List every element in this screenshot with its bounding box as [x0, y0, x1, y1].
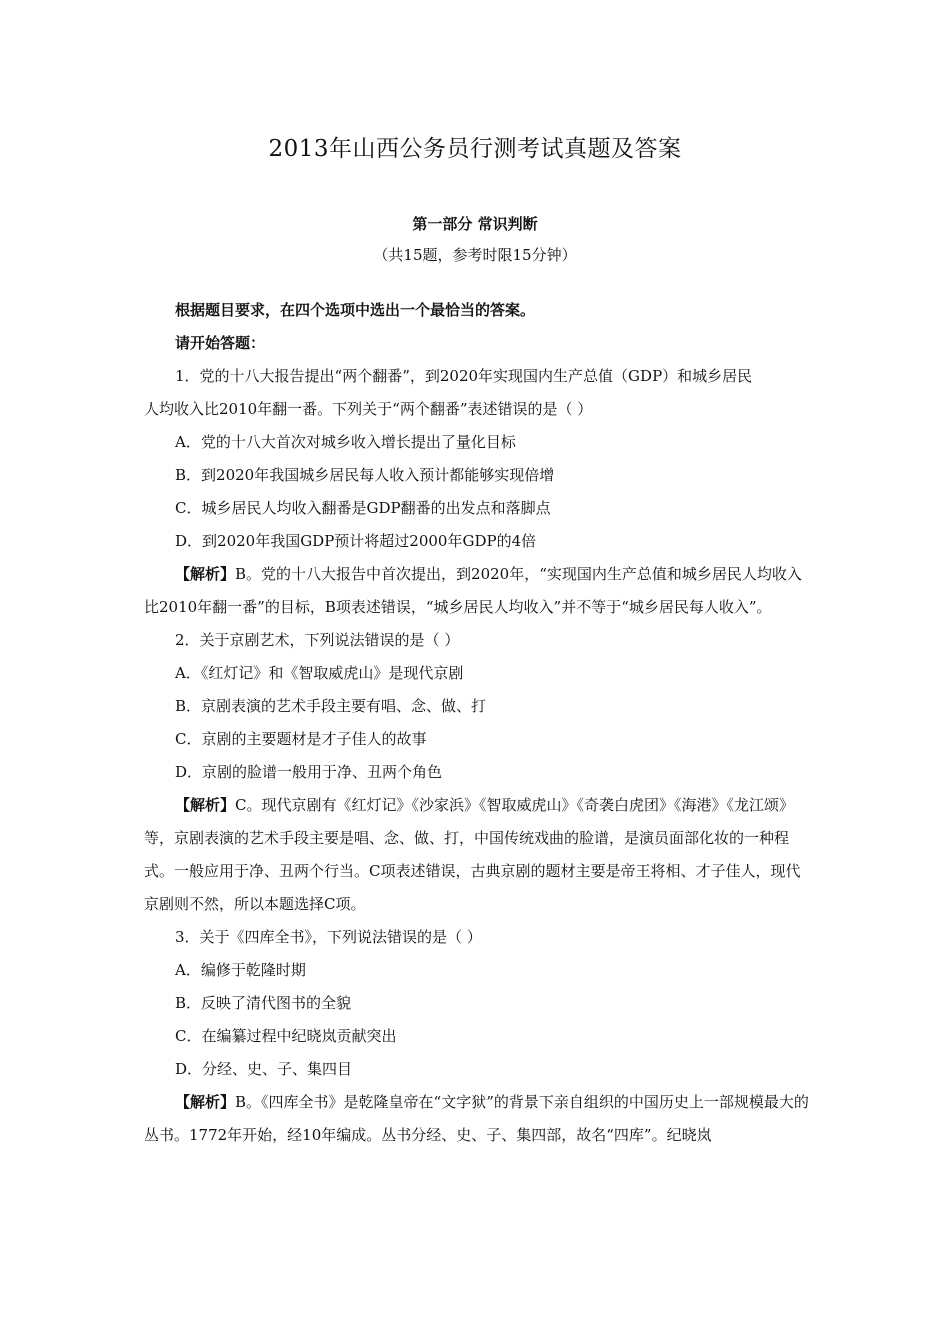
analysis-text: B。《四库全书》是乾隆皇帝在“文字狱”的背景下亲自组织的中国历史上一部规模最大的丛书。1772年开始，经10年编成。丛书分经、史、子、集四部，故名“四库”。纪晓岚 — [144, 1093, 809, 1144]
analysis-text: C。现代京剧有《红灯记》《沙家浜》《智取威虎山》《奇袭白虎团》《海港》《龙江颂》等，京剧表演的艺术手段主要是唱、念、做、打，中国传统戏曲的脸谱，是演员面部化妆的一种程式。一般应用于净、丑两个行当。C项表述错误，古典京剧的题材主要是帝王将相、才子佳人，现代京剧则不然，所以本题选择C项。 — [144, 796, 801, 913]
document-title: 2013年山西公务员行测考试真题及答案 — [268, 136, 682, 162]
section-note: （共15题，参考时限15分钟） — [373, 246, 577, 264]
question-stem: 人均收入比2010年翻一番。下列关于“两个翻番”表述错误的是（ ） — [144, 400, 593, 418]
question-stem: 3．关于《四库全书》，下列说法错误的是（ ） — [175, 928, 482, 946]
question-1 — [144, 360, 809, 624]
analysis-text: B。党的十八大报告中首次提出，到2020年，“实现国内生产总值和城乡居民人均收入比2010年翻一番”的目标，B项表述错误，“城乡居民人均收入”并不等于“城乡居民每人收入”。 — [144, 565, 802, 616]
question-2 — [144, 624, 809, 921]
option-d: D．分经、史、子、集四目 — [175, 1060, 353, 1078]
option-a: A．党的十八大首次对城乡收入增长提出了量化目标 — [175, 433, 516, 451]
instruction: 根据题目要求，在四个选项中选出一个最恰当的答案。 — [175, 301, 536, 319]
document-content — [144, 294, 809, 1152]
analysis — [144, 558, 809, 624]
option-c: C．京剧的主要题材是才子佳人的故事 — [175, 730, 427, 748]
analysis-label: 【解析】 — [175, 796, 236, 814]
analysis-label: 【解析】 — [175, 565, 236, 583]
option-d: D．到2020年我国GDP预计将超过2000年GDP的4倍 — [175, 532, 537, 550]
analysis — [144, 789, 809, 921]
option-d: D．京剧的脸谱一般用于净、丑两个角色 — [175, 763, 443, 781]
option-b: B．到2020年我国城乡居民每人收入预计都能够实现倍增 — [175, 466, 555, 484]
question-3 — [144, 921, 809, 1152]
analysis-label: 【解析】 — [175, 1093, 236, 1111]
analysis — [144, 1086, 809, 1152]
option-b: B．京剧表演的艺术手段主要有唱、念、做、打 — [175, 697, 487, 715]
question-stem: 1．党的十八大报告提出“两个翻番”，到2020年实现国内生产总值（GDP）和城乡居民 — [175, 367, 753, 385]
option-a: A．《红灯记》和《智取威虎山》是现代京剧 — [175, 664, 464, 682]
option-b: B．反映了清代图书的全貌 — [175, 994, 352, 1012]
section-title: 第一部分 常识判断 — [412, 215, 538, 233]
question-stem: 2．关于京剧艺术，下列说法错误的是（ ） — [175, 631, 460, 649]
option-c: C．城乡居民人均收入翻番是GDP翻番的出发点和落脚点 — [175, 499, 551, 517]
option-a: A．编修于乾隆时期 — [175, 961, 306, 979]
option-c: C．在编纂过程中纪晓岚贡献突出 — [175, 1027, 397, 1045]
start-prompt: 请开始答题： — [175, 334, 266, 352]
